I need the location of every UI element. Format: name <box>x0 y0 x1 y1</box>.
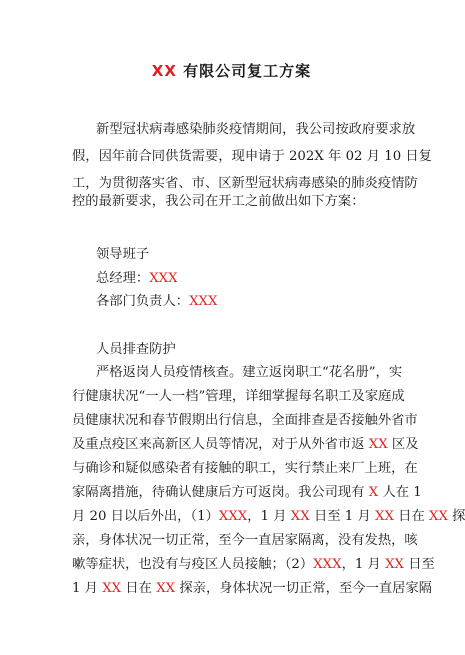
title-text: 有限公司复工方案 <box>183 62 312 80</box>
intro-line-3: 工，为贯彻落实省、市、区新型冠状病毒感染的肺炎疫情防 <box>72 176 418 191</box>
dept-value: XXX <box>189 294 218 309</box>
intro-line-4: 控的最新要求，我公司在开工之前做出如下方案： <box>72 194 365 209</box>
screening-heading: 人员排查防护 <box>96 342 176 357</box>
general-manager-line <box>96 270 178 288</box>
gm-value: XXX <box>149 271 178 286</box>
screening-line-5: 与确诊和疑似感染者有接触的职工，实行禁止来厂上班，在 <box>72 461 418 476</box>
screening-line-2: 行健康状况“一人一档”管理，详细掌握每名职工及家庭成 <box>72 389 405 404</box>
screening-line-7: 月 20 日以后外出，（1）XXX，1 月 XX 日至 1 月 XX 日在 XX 探 <box>72 509 465 524</box>
title-company-placeholder: XX <box>151 62 177 80</box>
intro-line-1: 新型冠状病毒感染肺炎疫情期间，我公司按政府要求放 <box>96 122 416 137</box>
document-title <box>0 60 463 81</box>
screening-line-1: 严格返岗人员疫情核查。建立返岗职工“花名册”，实 <box>96 365 403 380</box>
department-heads-line <box>96 293 217 311</box>
leadership-heading: 领导班子 <box>96 247 150 262</box>
dept-label: 各部门负责人： <box>96 294 190 309</box>
screening-line-6: 家隔离措施，待确认健康后方可返岗。我公司现有 X 人在 1 <box>72 485 422 500</box>
gm-label: 总经理： <box>96 271 150 286</box>
screening-line-4: 及重点疫区来高新区人员等情况，对于从外省市返 XX 区及 <box>72 437 419 452</box>
intro-line-2: 假，因年前合同供货需要，现申请于 202X 年 02 月 10 日复 <box>72 149 432 164</box>
screening-line-8: 亲，身体状况一切正常，至今一直居家隔离，没有发热，咳 <box>72 533 418 548</box>
screening-line-10: 1 月 XX 日在 XX 探亲，身体状况一切正常，至今一直居家隔 <box>72 581 433 596</box>
screening-line-3: 员健康状况和春节假期出行信息，全面排查是否接触外省市 <box>72 413 418 428</box>
screening-line-9: 嗽等症状，也没有与疫区人员接触；（2）XXX，1 月 XX 日至 <box>72 557 435 572</box>
